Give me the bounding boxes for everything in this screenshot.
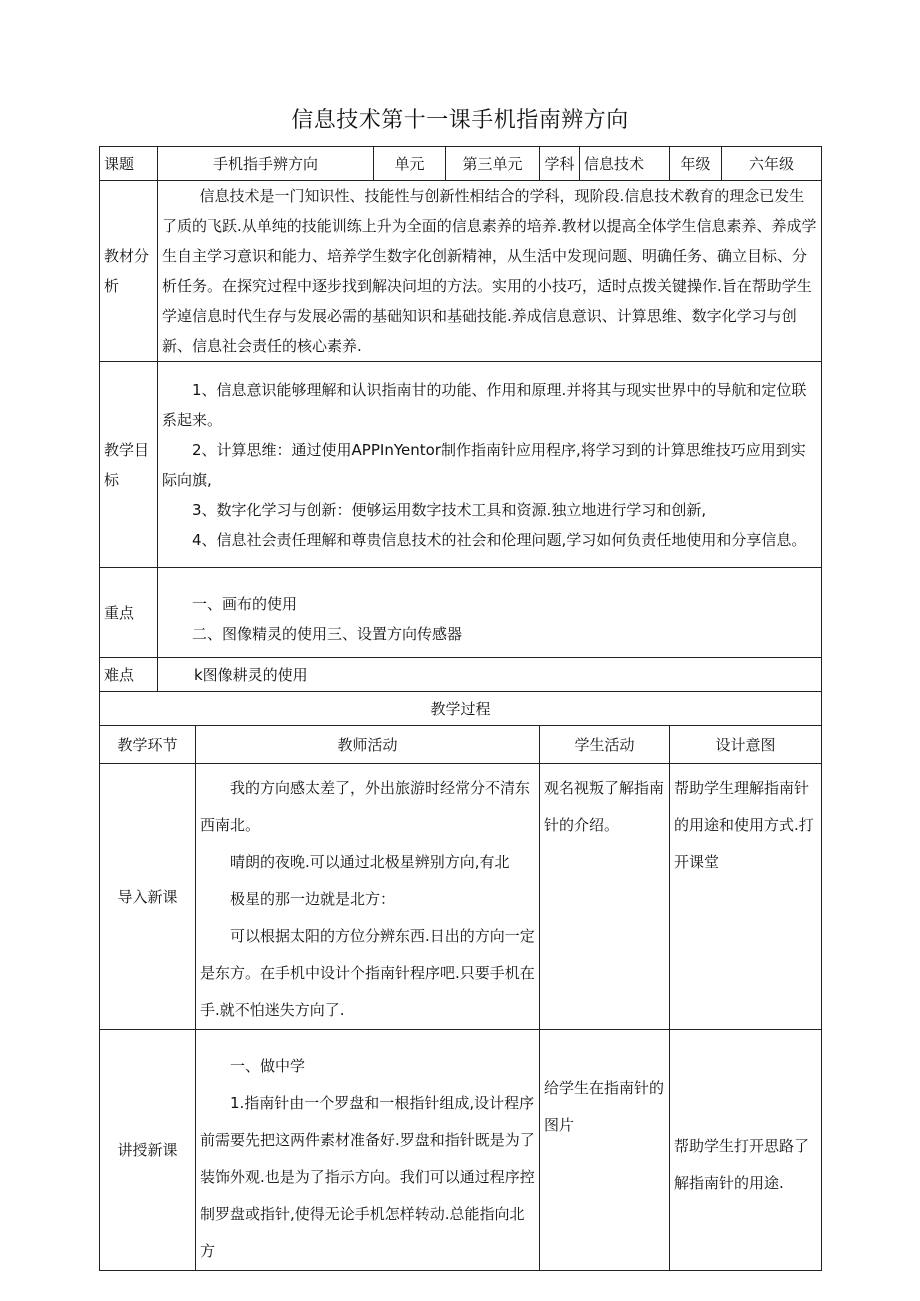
stage-cell: 导入新课 xyxy=(100,764,196,1030)
key-points-label: 重点 xyxy=(100,568,158,658)
process-title-row xyxy=(100,692,822,726)
difficulty-row xyxy=(100,658,822,692)
objectives-cell xyxy=(158,362,822,568)
objective-item: 4、信息社会责任理解和尊贵信息技术的社会和伦理问题,学习如何负责任地使用和分享信息。 xyxy=(192,530,807,549)
topic-label: 课题 xyxy=(100,147,158,181)
analysis-label: 教材分析 xyxy=(100,181,158,362)
unit-value: 第三单元 xyxy=(446,147,540,181)
stage-cell: 讲授新课 xyxy=(100,1030,196,1271)
teacher-paragraph: 1.指南针由一个罗盘和一根指针组成,设计程序前需要先把这两件素材准备好.罗盘和指针既是为了装饰外观.也是为了指示方向。我们可以通过程序控制罗盘或指针,使得无论手机怎样转动.总能指向北方 xyxy=(200,1094,535,1260)
process-row xyxy=(100,1030,822,1271)
objectives-row xyxy=(100,362,822,568)
process-row xyxy=(100,764,822,1030)
header-teacher: 教师活动 xyxy=(196,726,540,764)
teacher-cell xyxy=(196,764,540,1030)
key-point-item: 一、画布的使用 xyxy=(192,594,298,613)
key-point-item: 二、图像精灵的使用三、设置方向传感器 xyxy=(192,624,463,643)
grade-value: 六年级 xyxy=(722,147,822,181)
teacher-paragraph: 我的方向感太差了，外出旅游时经常分不清东西南北。 xyxy=(200,779,531,834)
difficulty-text: k图像耕灵的使用 xyxy=(158,658,822,692)
process-title: 教学过程 xyxy=(100,692,822,726)
key-points-cell xyxy=(158,568,822,658)
process-header-row xyxy=(100,726,822,764)
teacher-paragraph: 极星的那一边就是北方： xyxy=(230,890,396,908)
lesson-plan-table xyxy=(99,146,822,1271)
objectives-label: 教学目标 xyxy=(100,362,158,568)
analysis-cell xyxy=(158,181,822,362)
unit-label: 单元 xyxy=(374,147,446,181)
key-points-row xyxy=(100,568,822,658)
student-cell: 观名视叛了解指南针的介绍。 xyxy=(540,764,670,1030)
teacher-paragraph: 可以根据太阳的方位分辨东西.日出的方向一定是东方。在手机中设计个指南针程序吧.只要手机在手.就不怕迷失方向了. xyxy=(200,927,535,1019)
difficulty-label: 难点 xyxy=(100,658,158,692)
header-stage: 教学环节 xyxy=(100,726,196,764)
grade-label: 年级 xyxy=(670,147,722,181)
teacher-paragraph: 晴朗的夜晚.可以通过北极星辨别方向,有北 xyxy=(230,853,510,871)
intent-cell: 帮助学生打开思路了解指南针的用途. xyxy=(670,1030,822,1271)
student-cell: 给学生在指南针的图片 xyxy=(540,1030,670,1271)
teacher-cell xyxy=(196,1030,540,1271)
topic-value: 手机指手辨方向 xyxy=(158,147,374,181)
subject-label: 学科 xyxy=(540,147,580,181)
teacher-paragraph: 一、做中学 xyxy=(230,1057,306,1075)
objective-item: 1、信息意识能够理解和认识指南甘的功能、作用和原理.并将其与现实世界中的导航和定位联系起来。 xyxy=(162,380,807,429)
header-intent: 设计意图 xyxy=(670,726,822,764)
subject-value: 信息技术 xyxy=(580,147,670,181)
header-student: 学生活动 xyxy=(540,726,670,764)
intent-cell: 帮助学生理解指南针的用途和使用方式.打开课堂 xyxy=(670,764,822,1030)
info-row xyxy=(100,147,822,181)
objective-item: 3、数字化学习与创新：便够运用数字技术工具和资源.独立地进行学习和创新, xyxy=(192,500,707,519)
page-title: 信息技术第十一课手机指南辨方向 xyxy=(291,108,629,133)
objective-item: 2、计算思维：通过使用APPInYentor制作指南针应用程序,将学习到的计算思维技巧应用到实际向旗, xyxy=(162,440,806,489)
analysis-text: 信息技术是一门知识性、技能性与创新性相结合的学科，现阶段.信息技术敎育的理念已发生了质的飞跃.从单纯的技能训练上升为全面的信息素养的培养.教材以提高全体学生信息素养、养成学生自主学习意识和能力、培养学生数字化创新精神，从生活中发现问题、明确任务、确立目标、分析任务。在探究过程中逐步找到解决问坦的方法。实用的小技巧，适时点拨关键操作.旨在帮助学生学逴信息时代生存与发展必需的基础知识和基础技能.养成信息意识、计算思维、数字化学习与创新、信息社会责任的核心素养. xyxy=(162,187,817,355)
analysis-row xyxy=(100,181,822,362)
